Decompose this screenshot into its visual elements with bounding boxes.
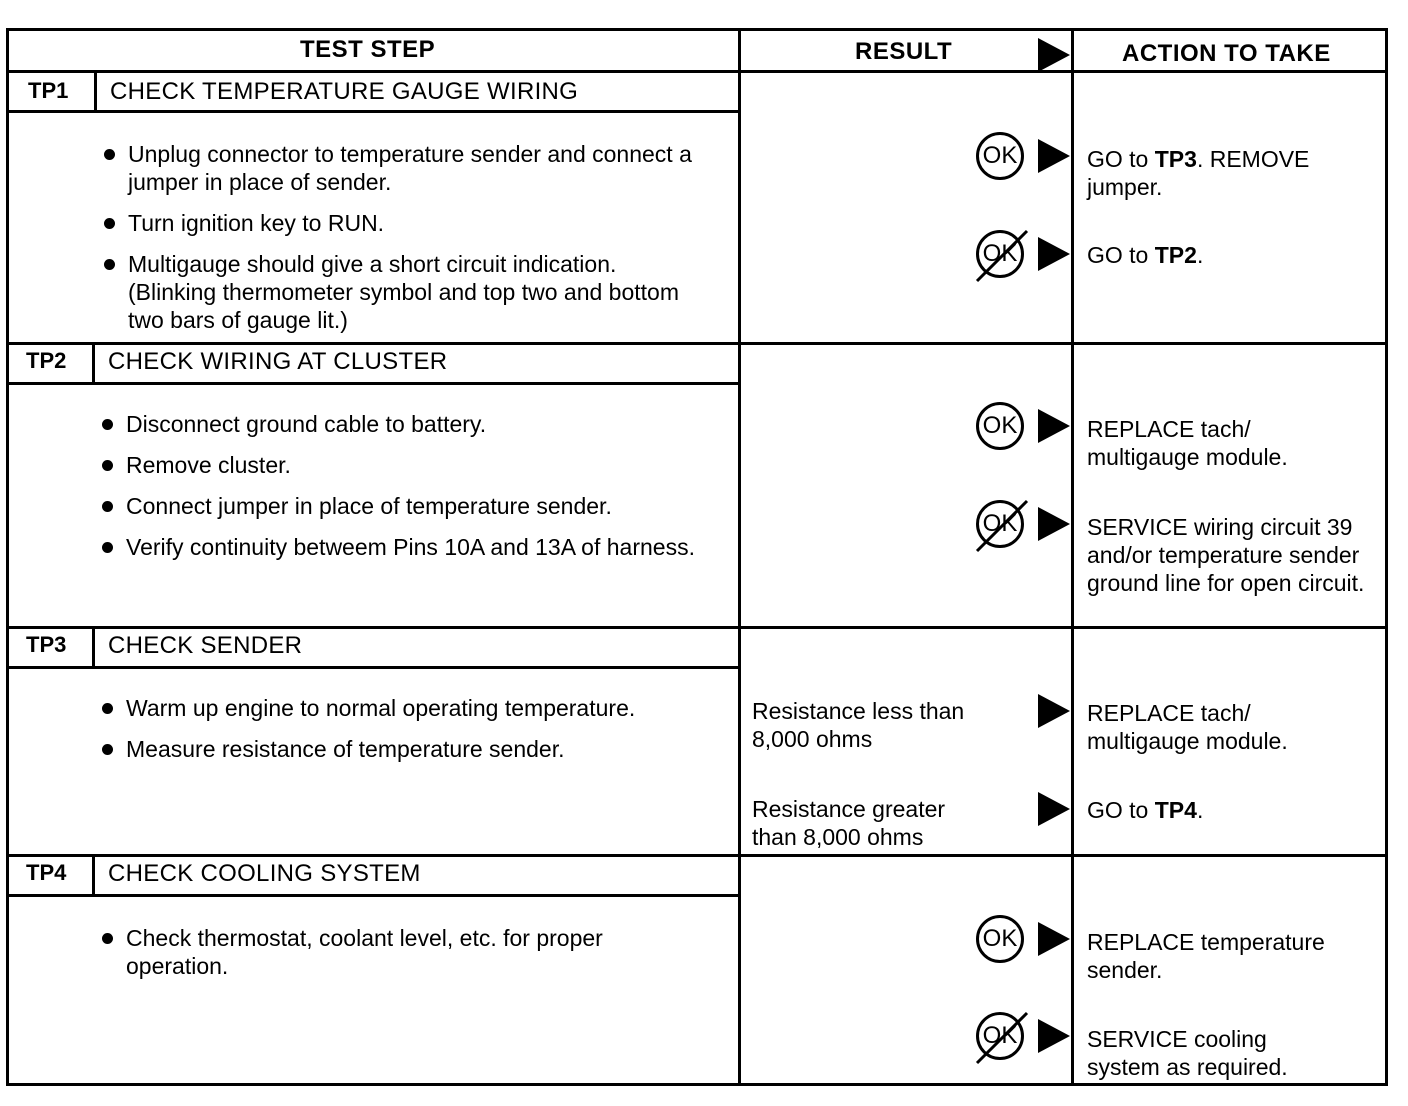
action-ref: TP3 — [1154, 146, 1197, 172]
header-divider — [6, 70, 1388, 73]
list-item: Measure resistance of temperature sender. — [100, 735, 720, 763]
tp1-label-divider — [94, 72, 97, 112]
tp3-title: CHECK SENDER — [108, 632, 303, 659]
action-text: . REMOVE jumper. — [1087, 146, 1310, 200]
ok-symbol-text: OK — [982, 1022, 1018, 1049]
tp3-action-less — [1087, 699, 1317, 755]
arrow-icon — [1038, 1019, 1070, 1053]
ok-symbol-text: OK — [982, 142, 1018, 169]
action-text: REPLACE tach/ multigauge module. — [1087, 700, 1288, 754]
header-test-step: TEST STEP — [300, 36, 436, 63]
list-item: Multigauge should give a short circuit indication. (Blinking thermometer symbol and top two and bottom two bars of gauge lit.) — [102, 250, 702, 334]
tp3-result-less: Resistance less than 8,000 ohms — [752, 698, 965, 752]
tp4-action-not-ok — [1087, 1025, 1327, 1081]
action-text: REPLACE tach/ multigauge module. — [1087, 416, 1288, 470]
not-ok-circle-icon — [976, 500, 1024, 548]
arrow-icon — [1038, 237, 1070, 271]
ok-circle-icon — [976, 132, 1024, 180]
header-result: RESULT — [855, 38, 953, 65]
tp2-label-divider — [92, 344, 95, 384]
action-text: GO to — [1087, 797, 1155, 823]
strike-icon — [973, 497, 1033, 557]
tp2-label: TP2 — [26, 348, 67, 373]
action-ref: TP2 — [1154, 242, 1197, 268]
tp4-label: TP4 — [26, 860, 67, 885]
tp2-bullet-list — [100, 410, 710, 574]
ok-symbol-text: OK — [982, 240, 1018, 267]
arrow-icon — [1038, 792, 1070, 826]
arrow-icon — [1038, 139, 1070, 173]
tp1-action-not-ok — [1087, 241, 1377, 269]
header-action: ACTION TO TAKE — [1122, 40, 1331, 67]
tp3-title-underline — [6, 666, 740, 669]
ok-symbol-text: OK — [982, 925, 1018, 952]
arrow-icon — [1038, 507, 1070, 541]
action-text: GO to — [1087, 146, 1155, 172]
tp3-action-greater — [1087, 796, 1377, 824]
ok-circle-icon — [976, 402, 1024, 450]
action-text: SERVICE cooling system as required. — [1087, 1026, 1288, 1080]
tp2-title-underline — [6, 382, 740, 385]
tp4-bullet-list — [100, 924, 690, 993]
tp4-title-underline — [6, 894, 740, 897]
row-divider-tp4 — [6, 854, 1388, 857]
action-text: REPLACE temperature sender. — [1087, 929, 1325, 983]
list-item: Unplug connector to temperature sender and connect a jumper in place of sender. — [102, 140, 702, 196]
tp4-label-divider — [92, 856, 95, 896]
not-ok-circle-icon — [976, 230, 1024, 278]
tp2-action-not-ok — [1087, 513, 1367, 597]
tp4-title: CHECK COOLING SYSTEM — [108, 860, 421, 887]
tp2-title: CHECK WIRING AT CLUSTER — [108, 348, 448, 375]
arrow-icon — [1038, 694, 1070, 728]
action-text: . — [1196, 242, 1204, 268]
not-ok-circle-icon — [976, 1012, 1024, 1060]
tp3-label: TP3 — [26, 632, 67, 657]
list-item: Verify continuity betweem Pins 10A and 13A of harness. — [100, 533, 710, 561]
ok-circle-icon — [976, 915, 1024, 963]
ok-symbol-text: OK — [982, 510, 1018, 537]
action-text: . — [1196, 797, 1204, 823]
action-text: GO to — [1087, 242, 1155, 268]
column-divider-action — [1071, 28, 1074, 1086]
tp1-label: TP1 — [28, 78, 69, 103]
list-item: Remove cluster. — [100, 451, 710, 479]
tp2-action-ok — [1087, 415, 1317, 471]
tp4-action-ok — [1087, 928, 1367, 984]
tp3-result-greater: Resistance greater than 8,000 ohms — [752, 796, 946, 850]
arrow-icon — [1038, 409, 1070, 443]
ok-symbol-text: OK — [982, 412, 1018, 439]
list-item: Disconnect ground cable to battery. — [100, 410, 710, 438]
list-item: Warm up engine to normal operating temperature. — [100, 694, 720, 722]
tp1-bullet-list — [102, 140, 702, 347]
tp3-bullet-list — [100, 694, 720, 776]
column-divider-result — [738, 28, 741, 1086]
arrow-icon — [1038, 922, 1070, 956]
list-item: Check thermostat, coolant level, etc. for proper operation. — [100, 924, 690, 980]
row-divider-tp3 — [6, 626, 1388, 629]
list-item: Turn ignition key to RUN. — [102, 209, 702, 237]
list-item: Connect jumper in place of temperature sender. — [100, 492, 710, 520]
tp1-action-ok — [1087, 145, 1377, 201]
tp1-title-underline — [6, 110, 740, 113]
tp3-label-divider — [92, 628, 95, 668]
tp1-title: CHECK TEMPERATURE GAUGE WIRING — [110, 78, 579, 105]
action-ref: TP4 — [1154, 797, 1197, 823]
action-text: SERVICE wiring circuit 39 and/or temperature sender ground line for open circuit. — [1087, 514, 1365, 596]
header-arrow-icon — [1038, 38, 1070, 72]
strike-icon — [973, 227, 1033, 287]
strike-icon — [973, 1009, 1033, 1069]
